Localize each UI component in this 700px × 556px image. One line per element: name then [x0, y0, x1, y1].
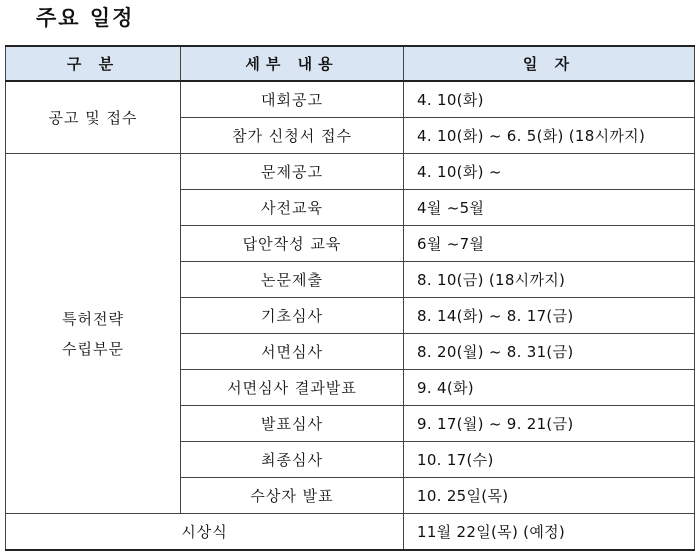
category-strategy-line2: 수립부문 — [62, 339, 124, 358]
header-category: 구 분 — [6, 46, 181, 81]
detail-cell: 답안작성 교육 — [181, 226, 404, 262]
table-row — [6, 81, 695, 118]
detail-cell: 논문제출 — [181, 262, 404, 298]
date-cell: 9. 17(월) ~ 9. 21(금) — [404, 406, 695, 442]
date-cell: 9. 4(화) — [404, 370, 695, 406]
date-cell: 10. 17(수) — [404, 442, 695, 478]
detail-cell: 최종심사 — [181, 442, 404, 478]
category-announce: 공고 및 접수 — [6, 81, 181, 154]
detail-cell: 기초심사 — [181, 298, 404, 334]
date-cell: 10. 25일(목) — [404, 478, 695, 514]
date-cell: 4. 10(화) — [404, 81, 695, 118]
detail-cell: 문제공고 — [181, 154, 404, 190]
ceremony-date: 11월 22일(목) (예정) — [404, 514, 695, 551]
date-cell: 8. 14(화) ~ 8. 17(금) — [404, 298, 695, 334]
detail-cell: 대회공고 — [181, 81, 404, 118]
table-header-row — [6, 46, 695, 81]
date-cell: 8. 20(월) ~ 8. 31(금) — [404, 334, 695, 370]
schedule-table — [5, 45, 695, 551]
detail-cell: 참가 신청서 접수 — [181, 118, 404, 154]
category-strategy-line1: 특허전략 — [62, 309, 124, 328]
header-detail: 세부 내용 — [181, 46, 404, 81]
header-date: 일 자 — [404, 46, 695, 81]
table-row-ceremony — [6, 514, 695, 551]
detail-cell: 서면심사 — [181, 334, 404, 370]
detail-cell: 사전교육 — [181, 190, 404, 226]
ceremony-label: 시상식 — [6, 514, 404, 551]
date-cell: 4. 10(화) ~ 6. 5(화) (18시까지) — [404, 118, 695, 154]
date-cell: 4월 ~5월 — [404, 190, 695, 226]
category-strategy — [6, 154, 181, 514]
page-title: 주요 일정 — [36, 6, 135, 30]
detail-cell: 발표심사 — [181, 406, 404, 442]
detail-cell: 수상자 발표 — [181, 478, 404, 514]
detail-cell: 서면심사 결과발표 — [181, 370, 404, 406]
date-cell: 8. 10(금) (18시까지) — [404, 262, 695, 298]
date-cell: 6월 ~7월 — [404, 226, 695, 262]
date-cell: 4. 10(화) ~ — [404, 154, 695, 190]
table-row — [6, 154, 695, 190]
